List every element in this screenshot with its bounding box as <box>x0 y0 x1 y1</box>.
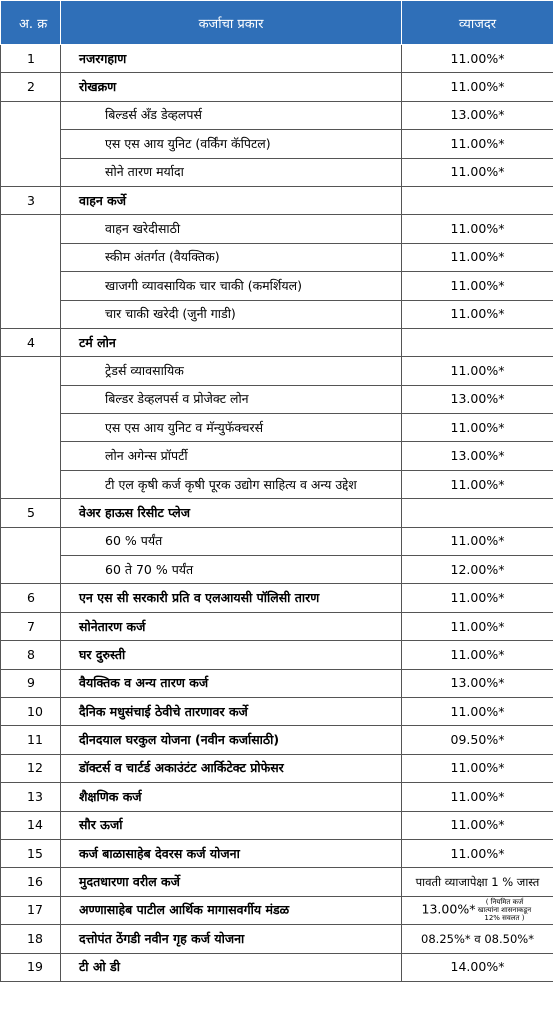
row-loan-type: एस एस आय युनिट व मॅन्युफॅक्चरर्स <box>61 414 402 442</box>
row-interest-rate: 13.00%* <box>402 442 553 470</box>
table-header-row <box>1 1 553 45</box>
row-interest-rate: 12.00%* <box>402 556 553 584</box>
header-serial-number: अ. क्र <box>1 1 61 45</box>
row-loan-type: ट्रेडर्स व्यावसायिक <box>61 357 402 385</box>
table-row <box>1 45 553 73</box>
row-loan-type: टर्म लोन <box>61 328 402 356</box>
row-interest-rate: 11.00%* <box>402 158 553 186</box>
row-interest-rate: 11.00%* <box>402 73 553 101</box>
table-row <box>1 754 553 782</box>
row-loan-type: रोखक्रण <box>61 73 402 101</box>
rate-note: ( नियमित कर्ज खात्यांना शासनाकडून 12% सवलत ) <box>477 898 532 923</box>
row-interest-rate: 13.00%* <box>402 101 553 129</box>
row-serial-number: 15 <box>1 839 61 867</box>
row-interest-rate: 11.00%* <box>402 215 553 243</box>
row-interest-rate: 11.00%* <box>402 584 553 612</box>
row-loan-type: घर दुरुस्ती <box>61 641 402 669</box>
row-serial-number: 3 <box>1 186 61 214</box>
table-subrow <box>1 556 553 584</box>
row-loan-type: 60 % पर्यंत <box>61 527 402 555</box>
row-interest-rate: 11.00%* <box>402 300 553 328</box>
table-row <box>1 783 553 811</box>
row-serial-number: 5 <box>1 499 61 527</box>
row-loan-type: सौर ऊर्जा <box>61 811 402 839</box>
row-loan-type: वैयक्तिक व अन्य तारण कर्ज <box>61 669 402 697</box>
table-row <box>1 697 553 725</box>
table-row <box>1 726 553 754</box>
row-interest-rate: 13.00%* <box>402 669 553 697</box>
row-loan-type: डॉक्टर्स व चार्टर्ड अकाउंटंट आर्किटेक्ट प्रोफेसर <box>61 754 402 782</box>
row-serial-number <box>1 414 61 442</box>
row-interest-rate: 11.00%* <box>402 754 553 782</box>
table-row <box>1 186 553 214</box>
row-interest-rate: पावती व्याजापेक्षा 1 % जास्त <box>402 868 553 896</box>
row-loan-type: सोने तारण मर्यादा <box>61 158 402 186</box>
row-serial-number <box>1 215 61 243</box>
row-loan-type: दैनिक मधुसंचाई ठेवीचे तारणावर कर्जे <box>61 697 402 725</box>
table-row <box>1 641 553 669</box>
row-loan-type: दत्तोपंत ठेंगडी नवीन गृह कर्ज योजना <box>61 925 402 953</box>
row-loan-type: मुदतधारणा वरील कर्जे <box>61 868 402 896</box>
row-loan-type: एन एस सी सरकारी प्रति व एलआयसी पॉलिसी तारण <box>61 584 402 612</box>
row-loan-type: खाजगी व्यावसायिक चार चाकी (कमर्शियल) <box>61 272 402 300</box>
row-loan-type: चार चाकी खरेदी (जुनी गाडी) <box>61 300 402 328</box>
table-subrow <box>1 272 553 300</box>
row-interest-rate: 11.00%* <box>402 527 553 555</box>
row-interest-rate <box>402 186 553 214</box>
row-interest-rate: 11.00%* <box>402 45 553 73</box>
table-row <box>1 328 553 356</box>
row-interest-rate: 11.00%* <box>402 243 553 271</box>
row-serial-number: 4 <box>1 328 61 356</box>
table-subrow <box>1 243 553 271</box>
table-row <box>1 499 553 527</box>
row-serial-number: 8 <box>1 641 61 669</box>
row-loan-type: दीनदयाल घरकुल योजना (नवीन कर्जासाठी) <box>61 726 402 754</box>
table-row <box>1 839 553 867</box>
table-subrow <box>1 101 553 129</box>
table-row <box>1 811 553 839</box>
row-serial-number: 16 <box>1 868 61 896</box>
row-serial-number <box>1 357 61 385</box>
row-interest-rate: 11.00%* <box>402 811 553 839</box>
row-serial-number <box>1 243 61 271</box>
table-subrow <box>1 130 553 158</box>
row-loan-type: वाहन कर्जे <box>61 186 402 214</box>
row-serial-number: 6 <box>1 584 61 612</box>
row-serial-number <box>1 385 61 413</box>
table-subrow <box>1 385 553 413</box>
table-subrow <box>1 470 553 498</box>
row-interest-rate <box>402 328 553 356</box>
row-interest-rate: 11.00%* <box>402 839 553 867</box>
row-serial-number: 11 <box>1 726 61 754</box>
row-loan-type: टी ओ डी <box>61 953 402 981</box>
row-interest-rate: 11.00%* <box>402 414 553 442</box>
row-loan-type: एस एस आय युनिट (वर्किंग कॅपिटल) <box>61 130 402 158</box>
row-serial-number: 9 <box>1 669 61 697</box>
row-loan-type: टी एल कृषी कर्ज कृषी पूरक उद्योग साहित्य व अन्य उद्देश <box>61 470 402 498</box>
row-serial-number: 17 <box>1 896 61 924</box>
row-interest-rate: 11.00%* <box>402 612 553 640</box>
table-subrow <box>1 300 553 328</box>
row-serial-number: 10 <box>1 697 61 725</box>
row-serial-number <box>1 527 61 555</box>
row-interest-rate: 09.50%* <box>402 726 553 754</box>
row-serial-number <box>1 470 61 498</box>
row-loan-type: लोन अगेन्स प्रॉपर्टी <box>61 442 402 470</box>
row-serial-number: 14 <box>1 811 61 839</box>
row-serial-number: 18 <box>1 925 61 953</box>
table-row <box>1 669 553 697</box>
row-serial-number: 19 <box>1 953 61 981</box>
row-interest-rate <box>402 499 553 527</box>
row-loan-type: सोनेतारण कर्ज <box>61 612 402 640</box>
row-interest-rate: 11.00%* <box>402 130 553 158</box>
row-serial-number: 7 <box>1 612 61 640</box>
row-interest-rate: 14.00%* <box>402 953 553 981</box>
row-serial-number <box>1 101 61 129</box>
row-interest-rate: 11.00%* <box>402 697 553 725</box>
row-serial-number: 1 <box>1 45 61 73</box>
table-row <box>1 925 553 953</box>
table-row <box>1 953 553 981</box>
row-serial-number: 2 <box>1 73 61 101</box>
row-loan-type: स्कीम अंतर्गत (वैयक्तिक) <box>61 243 402 271</box>
row-loan-type: बिल्डर डेव्हलपर्स व प्रोजेक्ट लोन <box>61 385 402 413</box>
row-loan-type: वाहन खरेदीसाठी <box>61 215 402 243</box>
table-subrow <box>1 527 553 555</box>
row-interest-rate: 11.00%* <box>402 272 553 300</box>
header-loan-type: कर्जाचा प्रकार <box>61 1 402 45</box>
row-loan-type: नजरगहाण <box>61 45 402 73</box>
row-loan-type: बिल्डर्स अँड डेव्हलपर्स <box>61 101 402 129</box>
table-row <box>1 584 553 612</box>
table-subrow <box>1 357 553 385</box>
row-interest-rate: 11.00%* <box>402 357 553 385</box>
row-serial-number <box>1 158 61 186</box>
row-loan-type: वेअर हाऊस रिसीट प्लेज <box>61 499 402 527</box>
row-interest-rate: 11.00%* <box>402 641 553 669</box>
row-loan-type: 60 ते 70 % पर्यंत <box>61 556 402 584</box>
row-serial-number: 12 <box>1 754 61 782</box>
table-row <box>1 896 553 924</box>
row-loan-type: शैक्षणिक कर्ज <box>61 783 402 811</box>
row-interest-rate: 11.00%* <box>402 470 553 498</box>
table-subrow <box>1 414 553 442</box>
row-serial-number <box>1 272 61 300</box>
row-interest-rate: 11.00%* <box>402 783 553 811</box>
row-serial-number <box>1 300 61 328</box>
row-serial-number <box>1 442 61 470</box>
table-row <box>1 868 553 896</box>
rate-value: 13.00%* <box>421 901 476 917</box>
row-interest-rate: 08.25%* व 08.50%* <box>402 925 553 953</box>
table-row <box>1 73 553 101</box>
row-serial-number <box>1 130 61 158</box>
table-subrow <box>1 215 553 243</box>
row-serial-number <box>1 556 61 584</box>
table-subrow <box>1 442 553 470</box>
row-loan-type: कर्ज बाळासाहेब देवरस कर्ज योजना <box>61 839 402 867</box>
header-interest-rate: व्याजदर <box>402 1 553 45</box>
table-row <box>1 612 553 640</box>
row-loan-type: अण्णासाहेब पाटील आर्थिक मागासवर्गीय मंडळ <box>61 896 402 924</box>
table-subrow <box>1 158 553 186</box>
row-interest-rate: 13.00%* <box>402 385 553 413</box>
row-serial-number: 13 <box>1 783 61 811</box>
row-interest-rate <box>402 896 553 924</box>
